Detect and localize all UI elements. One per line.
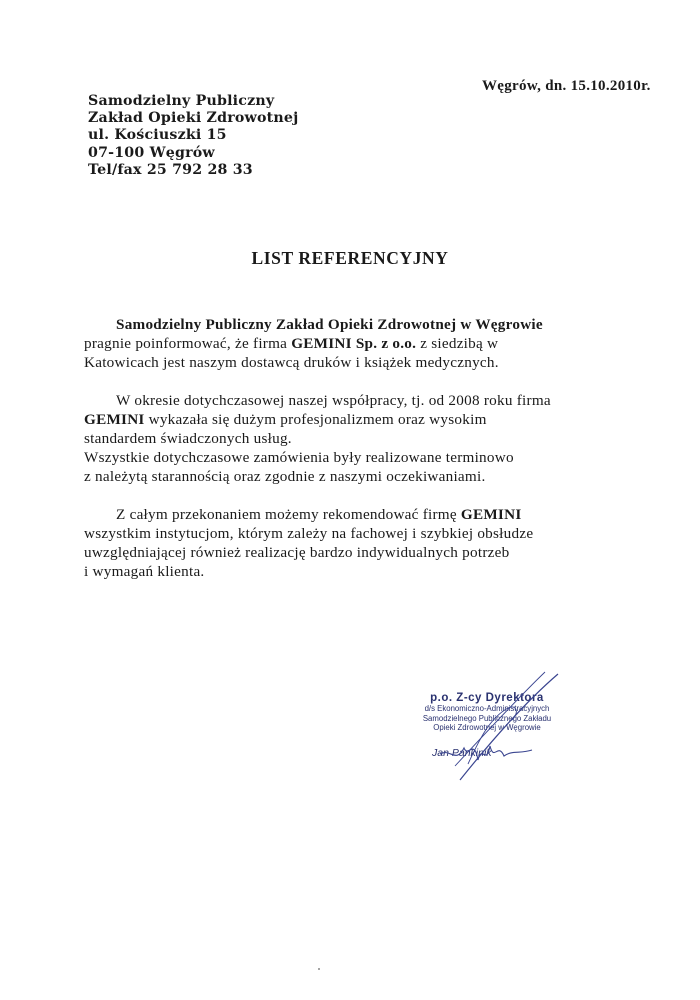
paragraph-line: W okresie dotychczasowej naszej współpracy, tj. od 2008 roku firma	[116, 392, 551, 409]
sender-line: Zakład Opieki Zdrowotnej	[88, 110, 299, 127]
letter-date: Węgrów, dn. 15.10.2010r.	[482, 78, 651, 94]
paragraph-line: standardem świadczonych usług.	[84, 430, 292, 447]
sender-line: ul. Kościuszki 15	[88, 127, 227, 144]
company-name: GEMINI Sp. z o.o.	[291, 335, 417, 352]
stamp-line: Samodzielnego Publicznego Zakładu	[422, 713, 552, 723]
paragraph-line	[84, 334, 674, 353]
sender-line: Samodzielny Publiczny	[88, 93, 275, 109]
sender-address	[88, 93, 298, 179]
sender-line: 07-100 Węgrów	[88, 144, 215, 161]
stamp-name: Jan Pankinik	[432, 746, 492, 759]
stamp-line: d/s Ekonomiczno-Administracyjnych	[424, 704, 550, 713]
paragraph-line: z należytą starannością oraz zgodnie z naszymi oczekiwaniami.	[84, 468, 486, 485]
paragraph-line: Wszystkie dotychczasowe zamówienia były realizowane terminowo	[84, 449, 514, 466]
company-name: GEMINI	[460, 506, 522, 523]
paragraph-line	[84, 410, 674, 429]
org-name: Samodzielny Publiczny Zakład Opieki Zdrowotnej w Węgrowie	[116, 316, 543, 333]
paragraph-1	[84, 315, 674, 372]
paragraph-line	[84, 505, 674, 524]
text-span: z siedzibą w	[416, 335, 499, 352]
company-name: GEMINI	[84, 411, 145, 428]
text-span: wykazała się dużym profesjonalizmem oraz wysokim	[144, 411, 487, 428]
paragraph-3	[84, 505, 674, 581]
scan-speck	[318, 968, 320, 970]
paragraph-line: i wymagań klienta.	[84, 563, 205, 580]
sender-line: Tel/fax 25 792 28 33	[88, 161, 253, 178]
handwritten-signature	[420, 668, 570, 788]
text-span: Z całym przekonaniem możemy rekomendować firmę	[116, 506, 461, 523]
paragraph-line: wszystkim instytucjom, którym zależy na fachowej i szybkiej obsłudze	[84, 525, 534, 542]
paragraph-2	[84, 391, 674, 486]
paragraph-line: uwzględniającej również realizację bardzo indywidualnych potrzeb	[84, 544, 510, 561]
text-span: pragnie poinformować, że firma	[84, 335, 292, 352]
stamp-line: Opieki Zdrowotnej w Węgrowie	[433, 723, 541, 732]
document-title: LIST REFERENCYJNY	[251, 248, 449, 268]
paragraph-line: Katowicach jest naszym dostawcą druków i książek medycznych.	[84, 354, 499, 371]
stamp-title: p.o. Z-cy Dyrektora	[430, 692, 544, 704]
